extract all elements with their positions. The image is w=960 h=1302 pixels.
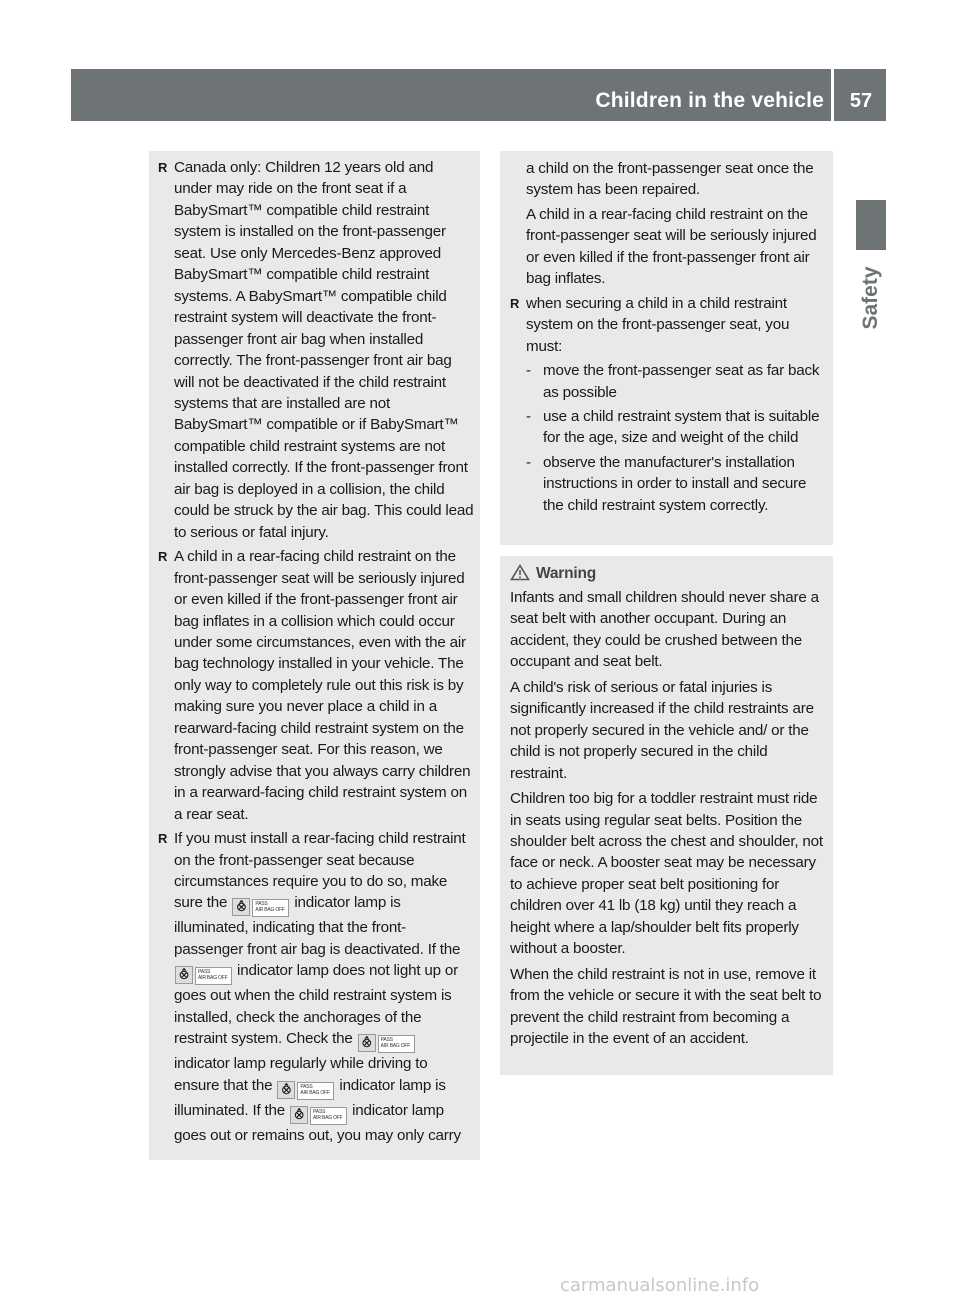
airbag-icon-line2: AIR BAG OFF bbox=[300, 1089, 330, 1096]
airbag-icon-line1: PASS bbox=[300, 1083, 313, 1090]
warning-paragraph: A child's risk of serious or fatal injuries is significantly increased if the child restraints are not properly secured in the vehicle and/ or the child is not properly secured in the child restraint. bbox=[510, 678, 814, 782]
airbag-icon-line2: AIR BAG OFF bbox=[198, 975, 228, 982]
child-seat-icon: ⨶ bbox=[358, 1034, 376, 1052]
warning-title: Warning bbox=[536, 565, 597, 582]
list-item bbox=[158, 828, 474, 1146]
child-seat-icon: ⨶ bbox=[290, 1106, 308, 1124]
airbag-icon-line1: PASS bbox=[380, 1037, 393, 1044]
section-tab-marker bbox=[856, 200, 886, 250]
pass-airbag-off-icon bbox=[378, 1035, 415, 1053]
bullet-text: Canada only: Children 12 years old and under may ride on the front seat if a BabySmart™ compatible child restraint system is installed on the front-passenger seat. Use only Mercedes-Benz approved BabySmart™ compatible child restraint systems. A BabySmart™ compatible child restraint system will deactivate the front-passenger front air bag when installed correctly. The front-passenger front air bag will not be deactivated if the child restraint systems that are installed are not BabySmart™ compatible or if BabySmart™ compatible child restraint systems are not installed correctly. If the front-passenger front air bag is deployed in a collision, the child could be struck by the air bag. This could lead to serious or fatal injury. bbox=[174, 159, 474, 541]
pass-airbag-off-icon bbox=[297, 1082, 334, 1100]
airbag-icon-line1: PASS bbox=[255, 901, 268, 908]
warning-box bbox=[510, 563, 828, 1054]
airbag-icon-line1: PASS bbox=[313, 1108, 326, 1115]
sub-item-text: observe the manufacturer's installation instructions in order to install and secure the child restraint system correctly. bbox=[543, 453, 807, 514]
footer-watermark: carmanualsonline.info bbox=[560, 1275, 760, 1296]
pass-airbag-off-icon bbox=[310, 1107, 347, 1125]
dash-marker: - bbox=[526, 453, 531, 471]
airbag-icon-line2: AIR BAG OFF bbox=[255, 907, 285, 914]
page-title: Children in the vehicle bbox=[595, 89, 824, 112]
bullet-text: when securing a child in a child restraint system on the front-passenger seat, you must: bbox=[526, 294, 790, 355]
paragraph: A child in a rear-facing child restraint on the front-passenger seat will be seriously injured or even killed if the front-passenger front air bag inflates. bbox=[526, 205, 817, 288]
bullet-text: indicator lamp is illuminated, indicating that the front-passenger front air bag is deactivated. If the bbox=[174, 894, 461, 958]
list-item bbox=[510, 293, 828, 357]
warning-paragraph: When the child restraint is not in use, remove it from the vehicle or secure it with the seat belt to prevent the child restraint from becoming a projectile in the event of an accident. bbox=[510, 965, 822, 1048]
bullet-text: indicator lamp is illuminated. If the bbox=[174, 1076, 446, 1119]
section-tab-text: Safety bbox=[859, 266, 882, 330]
right-column-text bbox=[510, 158, 828, 519]
bullet-text: indicator lamp regularly while driving to ensure that the bbox=[174, 1055, 428, 1094]
sub-item-text: use a child restraint system that is suitable for the age, size and weight of the child bbox=[543, 407, 820, 447]
pass-airbag-off-icon bbox=[252, 899, 289, 917]
child-seat-icon: ⨶ bbox=[277, 1081, 295, 1099]
bullet-marker: R bbox=[158, 160, 168, 175]
continuation-text: a child on the front-passenger seat once the system has been repaired. bbox=[526, 160, 814, 199]
child-seat-icon: ⨶ bbox=[232, 898, 250, 916]
dash-marker: - bbox=[526, 362, 531, 380]
child-seat-icon: ⨶ bbox=[175, 966, 193, 984]
warning-paragraph: Infants and small children should never share a seat belt with another occupant. During an accident, they could be crushed between the occupant and seat belt. bbox=[510, 589, 819, 671]
airbag-icon-line2: AIR BAG OFF bbox=[313, 1114, 343, 1121]
bullet-marker: R bbox=[158, 831, 168, 847]
sub-list-item bbox=[526, 406, 828, 449]
airbag-icon-line1: PASS bbox=[198, 969, 211, 976]
airbag-icon-line2: AIR BAG OFF bbox=[380, 1043, 411, 1050]
sub-list-item bbox=[526, 452, 828, 516]
pass-airbag-off-icon bbox=[195, 967, 232, 985]
sub-list-item bbox=[526, 360, 828, 403]
bullet-text: indicator lamp goes out or remains out, you may only carry bbox=[174, 1101, 461, 1144]
list-item bbox=[158, 157, 474, 543]
page-number: 57 bbox=[849, 90, 873, 112]
bullet-marker: R bbox=[158, 549, 168, 565]
bullet-text: A child in a rear-facing child restraint on the front-passenger seat will be seriously injured or even killed if the front-passenger front air bag inflates in a collision which could occur under some circumstances, even with the air bag technology installed in your vehicle. The only way to completely rule out this risk is by making sure you never place a child in a rearward-facing child restraint system on the front-passenger seat. For this reason, we strongly advise that you always carry children in a rearward-facing child restraint system on a rear seat. bbox=[174, 548, 471, 823]
dash-marker: - bbox=[526, 407, 531, 425]
warning-paragraph: Children too big for a toddler restraint must ride in seats using regular seat belts. Position the shoulder belt across the chest and shoulder, not face or neck. A booster seat may be necessary to achieve proper seat belt positioning for children over 41 lb (18 kg) until they reach a height where a lap/shoulder belt fits properly without a booster. bbox=[510, 790, 823, 958]
bullet-text: indicator lamp does not light up or goes out when the child restraint system is installed, check the anchorages of the restraint system. Check the bbox=[174, 962, 458, 1048]
left-column-text bbox=[158, 157, 474, 1149]
warning-heading bbox=[510, 563, 828, 585]
bullet-marker: R bbox=[510, 295, 520, 311]
list-item bbox=[158, 546, 474, 825]
bullet-text: If you must install a rear-facing child restraint on the front-passenger seat because circumstances require you to do so, make sure the bbox=[174, 830, 466, 912]
sub-item-text: move the front-passenger seat as far back as possible bbox=[543, 362, 820, 401]
header-divider bbox=[831, 69, 834, 121]
warning-triangle-icon bbox=[510, 564, 530, 581]
section-tab-label bbox=[856, 258, 886, 338]
